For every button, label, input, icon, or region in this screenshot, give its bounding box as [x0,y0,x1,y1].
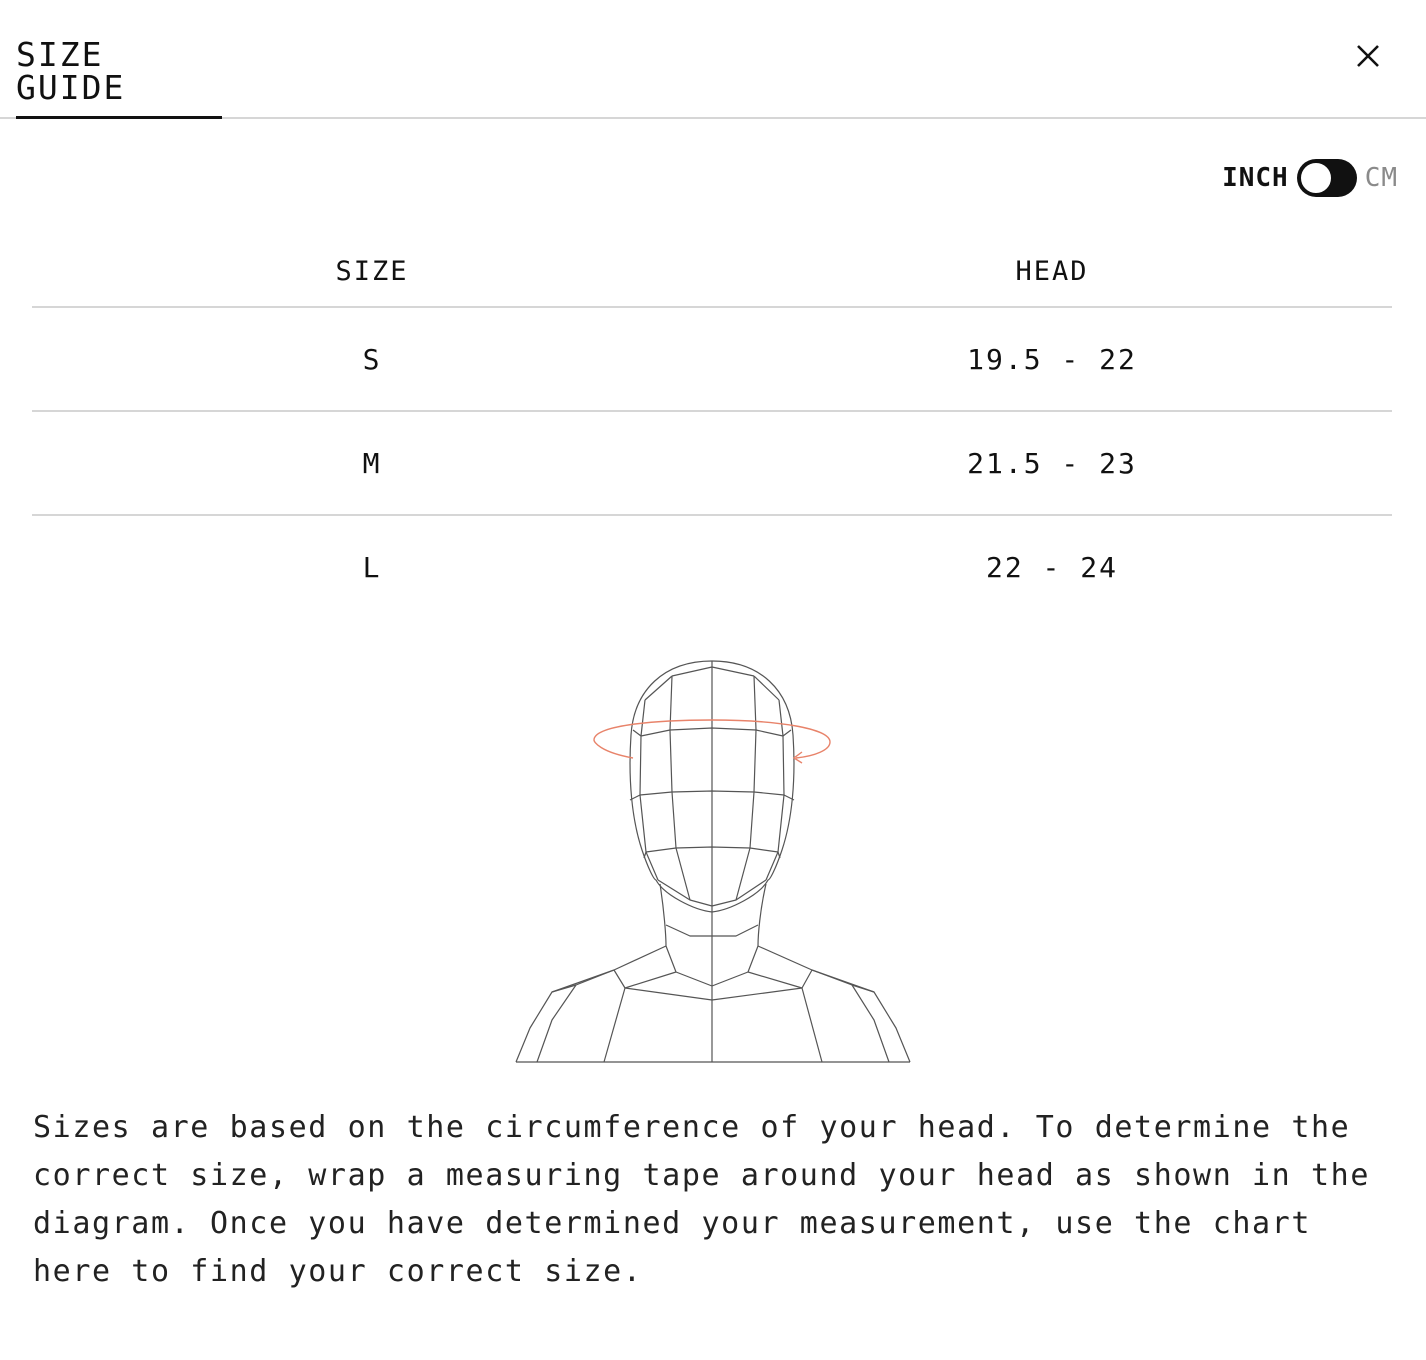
table-header-row [32,236,1392,307]
unit-label-inch[interactable]: INCH [1222,163,1289,193]
size-table [32,236,1392,618]
size-guide-description: Sizes are based on the circumference of your head. To determine the correct size, wrap a measuring tape around your head as shown in the diagram. Once you have determined your measurement, use the chart here to find your correct size. [33,1110,1370,1289]
close-button[interactable] [1344,32,1392,80]
modal-header [0,0,1426,119]
cell-size: M [32,411,712,515]
table-row [32,411,1392,515]
unit-switch-knob [1299,161,1333,195]
tab-size-guide[interactable]: SIZE GUIDE [16,0,222,119]
cell-size: S [32,307,712,411]
cell-head: 19.5 - 22 [712,307,1392,411]
unit-toggle [1222,158,1398,198]
cell-head: 22 - 24 [985,550,1118,584]
close-icon [1355,43,1381,69]
head-measurement-diagram [512,656,914,1066]
column-header-size: SIZE [32,236,712,307]
table-row [32,307,1392,411]
table-row [32,515,1392,618]
cell-head: 21.5 - 23 [712,411,1392,515]
cell-size: L [362,550,382,584]
unit-switch[interactable] [1297,159,1357,197]
unit-label-cm[interactable]: CM [1364,163,1398,193]
column-header-head: HEAD [712,236,1392,307]
